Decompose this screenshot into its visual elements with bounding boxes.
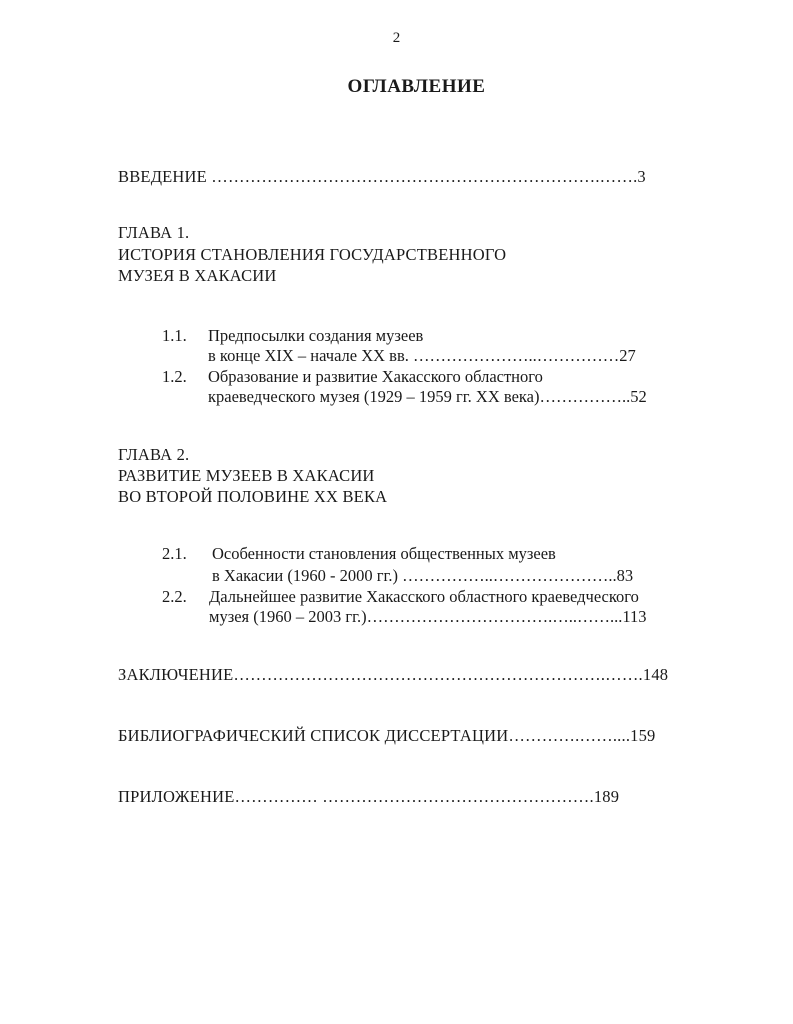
section-1-1-title: Предпосылки создания музеев [208,326,424,345]
section-2-1-title: Особенности становления общественных музеев [212,544,556,563]
chapter-1-title-line2: МУЗЕЯ В ХАКАСИИ [118,266,277,285]
toc-entry-bibliography: БИБЛИОГРАФИЧЕСКИЙ СПИСОК ДИССЕРТАЦИИ………….……....159 [118,726,656,745]
chapter-1-label: ГЛАВА 1. [118,223,190,242]
section-2-1-number: 2.1. [162,544,187,563]
section-2-2-page-line: музея (1960 – 2003 гг.)…………………………….…..……...113 [209,607,647,626]
page-title: ОГЛАВЛЕНИЕ [347,76,486,97]
section-2-2-title: Дальнейшее развитие Хакасского областного краеведческого [209,587,639,606]
chapter-1-title-line1: ИСТОРИЯ СТАНОВЛЕНИЯ ГОСУДАРСТВЕННОГО [118,245,507,264]
toc-entry-intro: ВВЕДЕНИЕ …………………………………………………………….…….3 [118,167,646,186]
section-1-2-page-line: краеведческого музея (1929 – 1959 гг. XX века)……………..52 [208,387,647,406]
section-2-1-page-line: в Хакасии (1960 - 2000 гг.) ……………..…………………..83 [212,566,634,585]
section-1-1-number: 1.1. [162,326,187,345]
toc-entry-conclusion: ЗАКЛЮЧЕНИЕ………………………………………………………….…….148 [118,665,669,684]
chapter-2-title-line2: ВО ВТОРОЙ ПОЛОВИНЕ XX ВЕКА [118,487,388,506]
section-1-1-page-line: в конце XIX – начале XX вв. …………………..……………27 [208,346,636,365]
section-1-2-title: Образование и развитие Хакасского областного [208,367,543,386]
section-1-2-number: 1.2. [162,367,187,386]
chapter-2-title-line1: РАЗВИТИЕ МУЗЕЕВ В ХАКАСИИ [118,466,375,485]
toc-entry-appendix: ПРИЛОЖЕНИЕ…………… ………………………………………….189 [118,787,620,806]
chapter-2-label: ГЛАВА 2. [118,445,190,464]
section-2-2-number: 2.2. [162,587,187,606]
page-number: 2 [392,30,401,46]
